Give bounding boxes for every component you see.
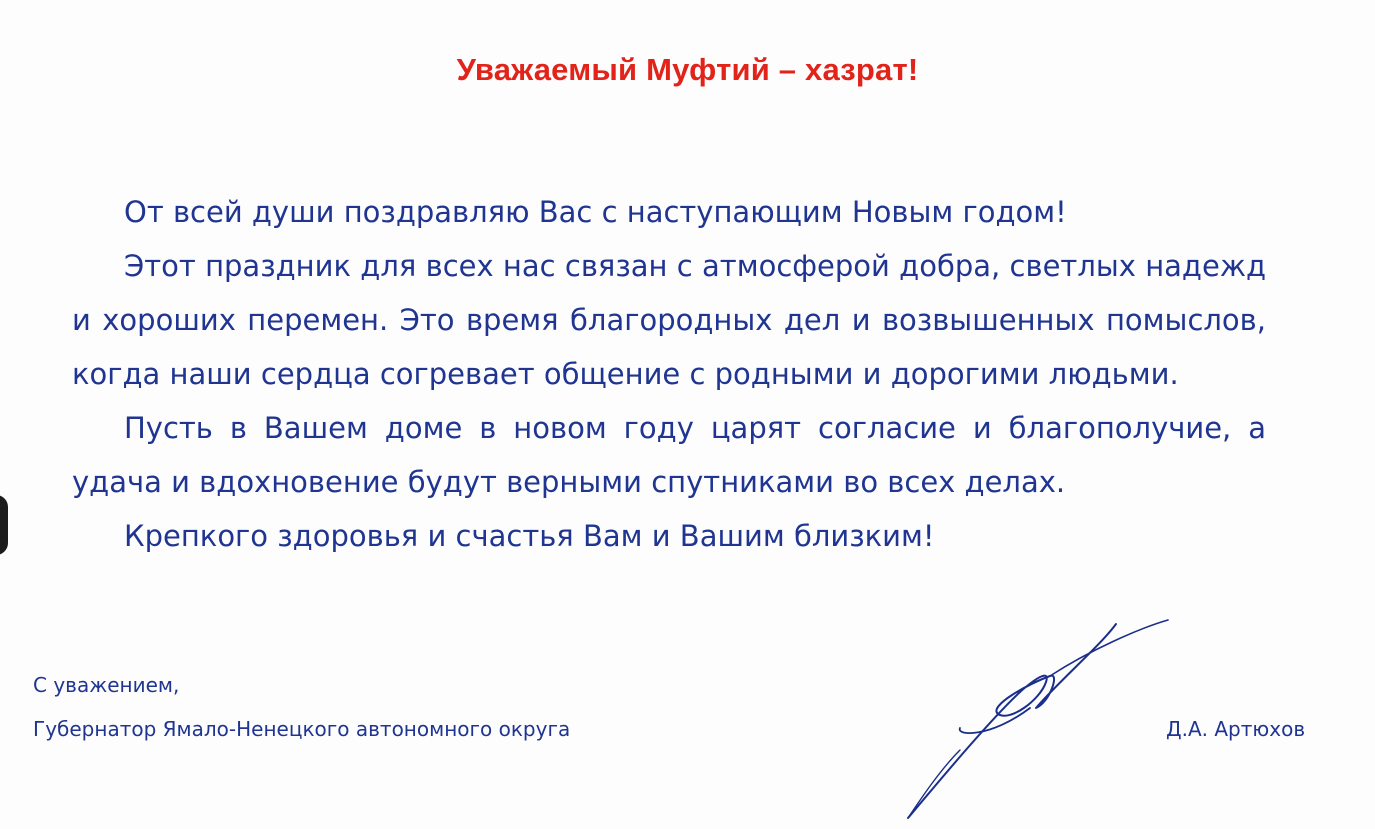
paragraph-2: Этот праздник для всех нас связан с атмосферой добра, светлых надежд и хороших перемен. Это время благородных дел и возвышенных помыслов, когда наши сердца согревает общение с родными и дорогими людьми. [72,249,1266,391]
signer-title: Губернатор Ямало-Ненецкого автономного округа [33,717,571,741]
signer-name: Д.А. Артюхов [1166,717,1306,741]
paragraph-4: Крепкого здоровья и счастья Вам и Вашим близким! [124,519,935,553]
closing-block [33,663,570,751]
signature-icon [900,610,1190,825]
letter-greeting: Уважаемый Муфтий – хазрат! [456,52,919,87]
letter-body [72,185,1266,563]
paragraph-3: Пусть в Вашем доме в новом году царят согласие и благополучие, а удача и вдохновение будут верными спутниками во всех делах. [72,411,1266,499]
paragraph-1: От всей души поздравляю Вас с наступающим Новым годом! [124,195,1067,229]
closing-phrase: С уважением, [33,673,180,697]
scan-edge-mark [0,495,8,555]
